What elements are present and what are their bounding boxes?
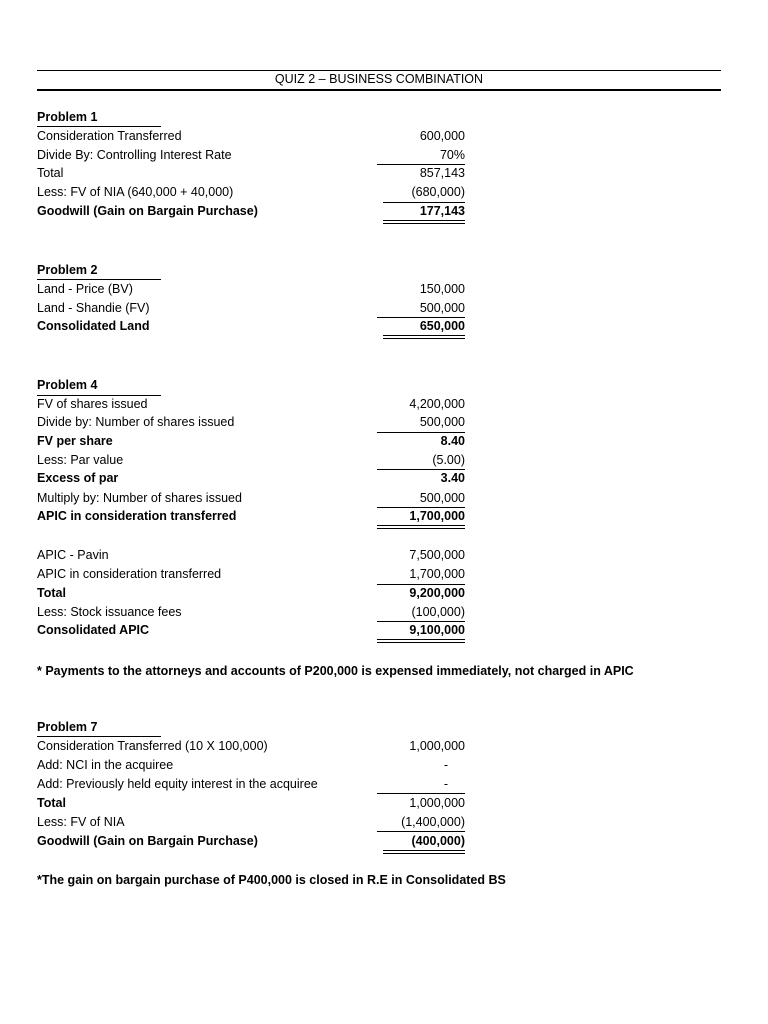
table-row: Less: Par value (5.00)	[37, 453, 465, 467]
problem2-heading: Problem 2	[37, 263, 98, 277]
problem4-note: * Payments to the attorneys and accounts of P200,000 is expensed immediately, not charged in APIC	[37, 664, 634, 678]
problem1-heading: Problem 1	[37, 110, 98, 124]
total-double-rule	[383, 850, 465, 854]
total-double-rule	[377, 639, 465, 643]
table-row: Excess of par 3.40	[37, 471, 465, 485]
table-row: Land - Shandie (FV) 500,000	[37, 301, 465, 315]
title-bottom-rule	[37, 89, 721, 91]
table-row: Total 9,200,000	[37, 586, 465, 600]
table-row: APIC in consideration transferred 1,700,000	[37, 567, 465, 581]
table-row: Divide by: Number of shares issued 500,000	[37, 415, 465, 429]
table-row: FV of shares issued 4,200,000	[37, 397, 465, 411]
table-row: Land - Price (BV) 150,000	[37, 282, 465, 296]
table-row: Multiply by: Number of shares issued 500,000	[37, 491, 465, 505]
total-double-rule	[377, 525, 465, 529]
problem4-heading: Problem 4	[37, 378, 98, 392]
table-row: APIC - Pavin 7,500,000	[37, 548, 465, 562]
table-row: Less: FV of NIA (1,400,000)	[37, 815, 465, 829]
table-row: APIC in consideration transferred 1,700,000	[37, 509, 465, 523]
total-double-rule	[383, 220, 465, 224]
table-row: Add: NCI in the acquiree -	[37, 758, 448, 772]
table-row: FV per share 8.40	[37, 434, 465, 448]
table-row: Goodwill (Gain on Bargain Purchase) 177,143	[37, 204, 465, 218]
table-row: Total 857,143	[37, 166, 465, 180]
table-row: Consolidated Land 650,000	[37, 319, 465, 333]
table-row: Divide By: Controlling Interest Rate 70%	[37, 148, 465, 162]
table-row: Add: Previously held equity interest in the acquiree -	[37, 777, 448, 791]
table-row: Less: Stock issuance fees (100,000)	[37, 605, 465, 619]
table-row: Consolidated APIC 9,100,000	[37, 623, 465, 637]
page-title: QUIZ 2 – BUSINESS COMBINATION	[274, 72, 484, 86]
table-row: Consideration Transferred (10 X 100,000) 1,000,000	[37, 739, 465, 753]
total-double-rule	[383, 335, 465, 339]
table-row: Less: FV of NIA (640,000 + 40,000) (680,000)	[37, 185, 465, 199]
table-row: Total 1,000,000	[37, 796, 465, 810]
problem7-note: *The gain on bargain purchase of P400,000 is closed in R.E in Consolidated BS	[37, 873, 506, 887]
table-row: Consideration Transferred 600,000	[37, 129, 465, 143]
table-row: Goodwill (Gain on Bargain Purchase) (400,000)	[37, 834, 465, 848]
problem7-heading: Problem 7	[37, 720, 98, 734]
